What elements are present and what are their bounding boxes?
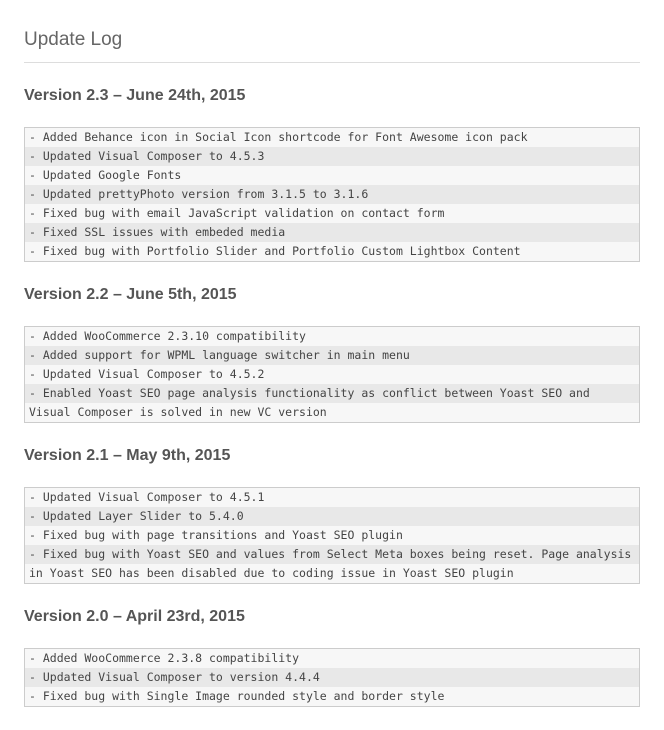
changelog-2-3 xyxy=(24,127,640,262)
list-item: - Added WooCommerce 2.3.10 compatibility xyxy=(25,327,639,346)
list-item: - Fixed bug with email JavaScript validation on contact form xyxy=(25,204,639,223)
list-item: - Updated Visual Composer to 4.5.1 xyxy=(25,488,639,507)
list-item: - Added Behance icon in Social Icon shortcode for Font Awesome icon pack xyxy=(25,128,639,147)
list-item: - Fixed SSL issues with embeded media xyxy=(25,223,639,242)
page-title: Update Log xyxy=(24,29,123,50)
changelog-2-2 xyxy=(24,326,640,423)
version-heading-2-1: Version 2.1 – May 9th, 2015 xyxy=(24,447,231,464)
list-item: - Fixed bug with Single Image rounded style and border style xyxy=(25,687,639,706)
version-heading-2-2: Version 2.2 – June 5th, 2015 xyxy=(24,286,237,303)
list-item: - Updated Google Fonts xyxy=(25,166,639,185)
changelog-2-1 xyxy=(24,487,640,584)
list-item: - Updated Visual Composer to version 4.4.4 xyxy=(25,668,639,687)
version-heading-2-3: Version 2.3 – June 24th, 2015 xyxy=(24,87,246,104)
version-heading-2-0: Version 2.0 – April 23rd, 2015 xyxy=(24,608,245,625)
list-item: - Added support for WPML language switcher in main menu xyxy=(25,346,639,365)
changelog-2-0 xyxy=(24,648,640,707)
list-item: - Fixed bug with page transitions and Yoast SEO plugin xyxy=(25,526,639,545)
list-item: - Fixed bug with Yoast SEO and values from Select Meta boxes being reset. Page analysis in Yoast SEO has been disabled due to coding issue in Yoast SEO plugin xyxy=(25,545,639,583)
list-item: - Fixed bug with Portfolio Slider and Portfolio Custom Lightbox Content xyxy=(25,242,639,261)
list-item: - Updated Visual Composer to 4.5.3 xyxy=(25,147,639,166)
list-item: - Enabled Yoast SEO page analysis functionality as conflict between Yoast SEO and Visual Composer is solved in new VC version xyxy=(25,384,639,422)
list-item: - Updated Visual Composer to 4.5.2 xyxy=(25,365,639,384)
list-item: - Added WooCommerce 2.3.8 compatibility xyxy=(25,649,639,668)
list-item: - Updated prettyPhoto version from 3.1.5 to 3.1.6 xyxy=(25,185,639,204)
list-item: - Updated Layer Slider to 5.4.0 xyxy=(25,507,639,526)
title-divider xyxy=(24,62,640,63)
